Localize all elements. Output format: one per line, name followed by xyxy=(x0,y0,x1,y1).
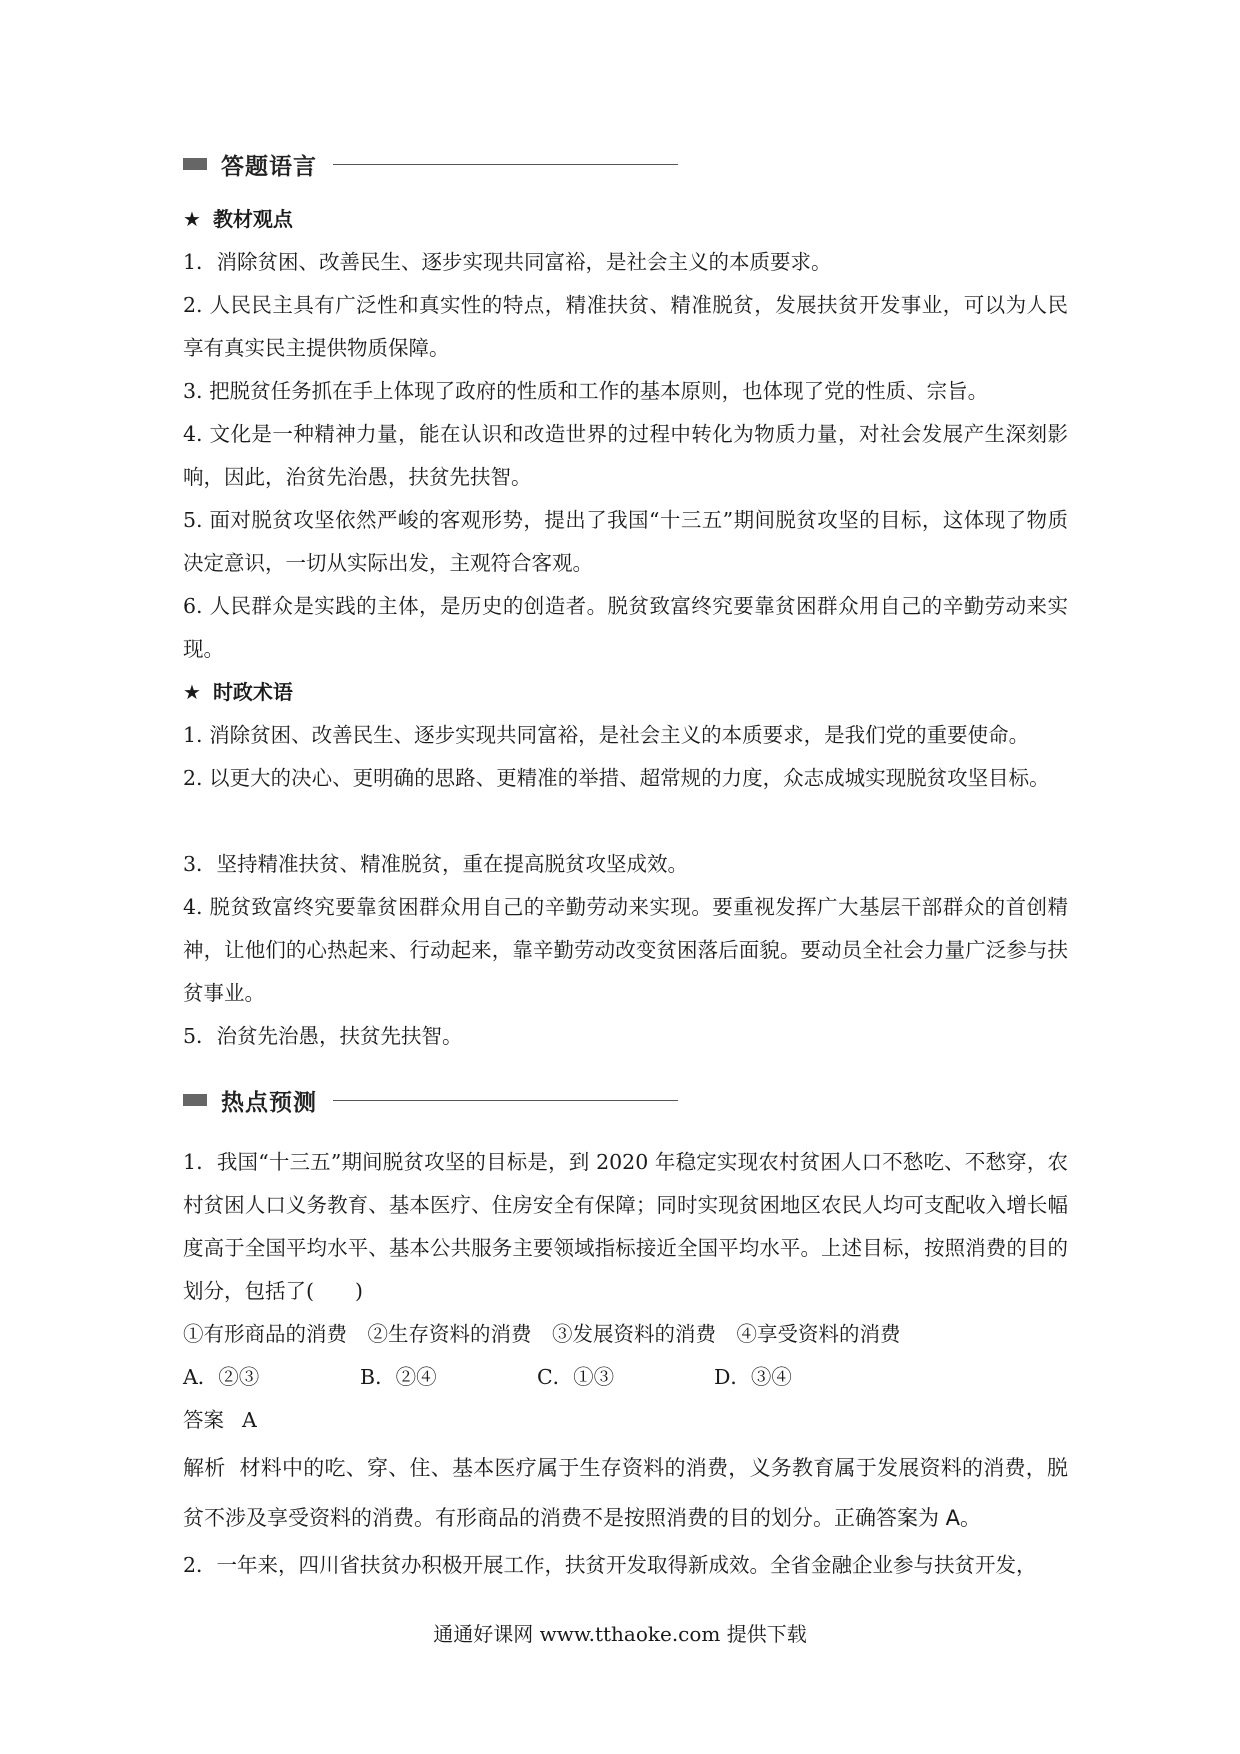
list-item: 4. 脱贫致富终究要靠贫困群众用自己的辛勤劳动来实现。要重视发挥广大基层干部群众的首创精神，让他们的心热起来、行动起来，靠辛勤劳动改变贫困落后面貌。要动员全社会力量广泛参与扶贫事业。 xyxy=(183,895,1068,1005)
question-stem: 1．我国“十三五”期间脱贫攻坚的目标是，到 2020 年稳定实现农村贫困人口不愁吃、不愁穿，农村贫困人口义务教育、基本医疗、住房安全有保障；同时实现贫困地区农民人均可支配收入增长幅度高于全国平均水平、基本公共服务主要领域指标接近全国平均水平。上述目标，按照消费的目的划分，包括了( ) xyxy=(183,1150,1068,1303)
list-item: 1．消除贫困、改善民生、逐步实现共同富裕，是社会主义的本质要求。 xyxy=(183,250,832,274)
choice-d: D．③④ xyxy=(714,1365,792,1389)
answer-line xyxy=(183,1399,257,1442)
analysis-block xyxy=(183,1443,1068,1543)
section-rule xyxy=(333,164,678,165)
list-item: 3. 把脱贫任务抓在手上体现了政府的性质和工作的基本原则，也体现了党的性质、宗旨。 xyxy=(183,379,989,403)
section-heading-hot-predictions xyxy=(183,1080,678,1120)
list-item: 4. 文化是一种精神力量，能在认识和改造世界的过程中转化为物质力量，对社会发展产生深刻影响，因此，治贫先治愚，扶贫先扶智。 xyxy=(183,422,1068,489)
analysis-label: 解析 xyxy=(183,1456,226,1480)
answer-value: A xyxy=(242,1408,257,1432)
choice-a: A．②③ xyxy=(183,1365,260,1389)
section-title: 热点预测 xyxy=(221,1089,317,1116)
question-stem: 2．一年来，四川省扶贫办积极开展工作，扶贫开发取得新成效。全省金融企业参与扶贫开发， xyxy=(183,1553,1037,1577)
list-item: 2. 以更大的决心、更明确的思路、更精准的举措、超常规的力度，众志成城实现脱贫攻坚目标。 xyxy=(183,766,1050,790)
subheading-current-affairs-terms xyxy=(183,671,293,714)
list-item: 3．坚持精准扶贫、精准脱贫，重在提高脱贫攻坚成效。 xyxy=(183,852,689,876)
question-options: ①有形商品的消费 ②生存资料的消费 ③发展资料的消费 ④享受资料的消费 xyxy=(183,1322,901,1346)
star-icon: ★ xyxy=(183,680,201,704)
list-item: 6. 人民群众是实践的主体，是历史的创造者。脱贫致富终究要靠贫困群众用自己的辛勤劳动来实现。 xyxy=(183,594,1068,661)
subheading-title: 时政术语 xyxy=(212,680,293,704)
star-icon: ★ xyxy=(183,207,201,231)
section-rule xyxy=(333,1100,678,1101)
section-marker-icon xyxy=(183,1094,207,1106)
list-item: 1. 消除贫困、改善民生、逐步实现共同富裕，是社会主义的本质要求，是我们党的重要使命。 xyxy=(183,723,1030,747)
analysis-text: 材料中的吃、穿、住、基本医疗属于生存资料的消费，义务教育属于发展资料的消费，脱贫不涉及享受资料的消费。有形商品的消费不是按照消费的目的划分。正确答案为 A。 xyxy=(183,1456,1068,1530)
subheading-title: 教材观点 xyxy=(212,207,293,231)
section-title: 答题语言 xyxy=(221,153,317,180)
list-item: 2. 人民民主具有广泛性和真实性的特点，精准扶贫、精准脱贫，发展扶贫开发事业，可以为人民享有真实民主提供物质保障。 xyxy=(183,293,1068,360)
choice-row xyxy=(183,1356,1068,1399)
choice-b: B．②④ xyxy=(360,1365,437,1389)
list-item: 5. 面对脱贫攻坚依然严峻的客观形势，提出了我国“十三五”期间脱贫攻坚的目标，这体现了物质决定意识，一切从实际出发，主观符合客观。 xyxy=(183,508,1068,575)
section-marker-icon xyxy=(183,158,207,170)
answer-label: 答案 xyxy=(183,1408,224,1432)
list-item: 5．治贫先治愚，扶贫先扶智。 xyxy=(183,1024,463,1048)
section-heading-answer-language xyxy=(183,144,678,184)
choice-c: C．①③ xyxy=(537,1365,615,1389)
subheading-textbook-views xyxy=(183,198,293,241)
page-footer: 通通好课网 www.tthaoke.com 提供下载 xyxy=(433,1622,807,1646)
